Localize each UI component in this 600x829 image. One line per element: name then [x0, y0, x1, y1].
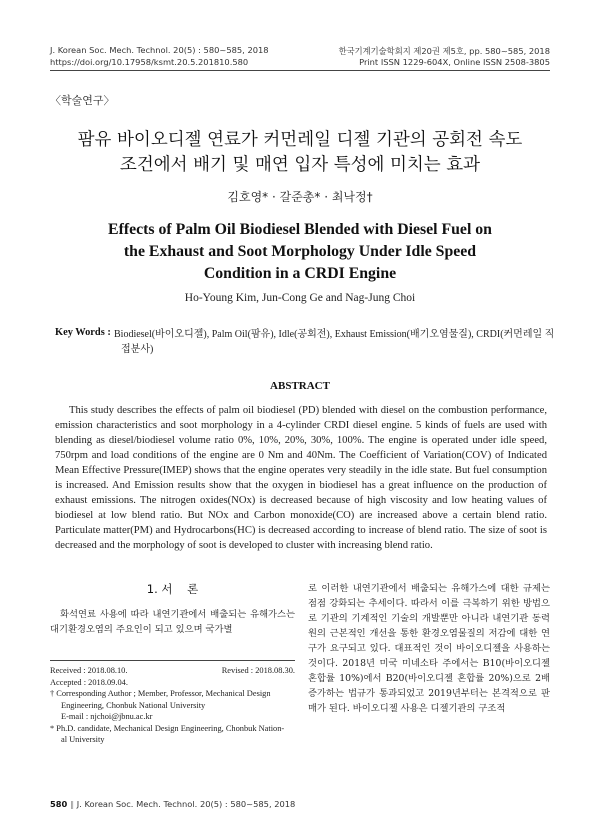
journal-citation-header: J. Korean Soc. Mech. Technol. 20(5) : 580~585, 2018: [50, 45, 269, 55]
title-english-line2: the Exhaust and Soot Morphology Under Idle Speed: [123, 243, 477, 260]
phd-candidate-line1: * Ph.D. candidate, Mechanical Design Engineering, Chonbuk Nation-: [50, 723, 285, 733]
page-number: 580: [50, 799, 68, 809]
title-english-line3: Condition in a CRDI Engine: [203, 265, 397, 282]
phd-candidate-line2: al University: [61, 735, 105, 744]
page-footer: [50, 799, 295, 809]
keywords-label: Key Words :: [55, 327, 111, 338]
title-korean-line2: 조건에서 배기 및 매연 입자 특성에 미치는 효과: [119, 155, 481, 175]
issn-header: Print ISSN 1229-604X, Online ISSN 2508-3805: [359, 57, 550, 67]
article-category: 〈학술연구〉: [50, 94, 115, 107]
section-heading-introduction: 1. 서 론: [146, 582, 199, 596]
authors-english: Ho-Young Kim, Jun-Cong Ge and Nag-Jung Choi: [184, 292, 416, 304]
footnotes: [50, 665, 295, 746]
received-date: Received : 2018.08.10.: [50, 666, 128, 675]
doi-link[interactable]: https://doi.org/10.17958/ksmt.20.5.201810.580: [50, 57, 249, 67]
header-divider: [50, 70, 550, 71]
intro-right-paragraph: 로 이러한 내연기관에서 배출되는 유해가스에 대한 규제는 점점 강화되는 추세이다. 따라서 이를 극복하기 위한 방법으로 기관의 기계적인 기술의 개발뿐만 아니라 내연기관 동력원의 근본적인 개선을 통한 환경오염물질의 저감에 대한 연구가 요구되고 있다. 대표적인 것이 바이오디젤을 사용하는 것이다. 2018년 미국 미네소타 주에서는 B10(바이오디젤 혼합률 10%)에서 B20(바이오디젤 혼합률 20%)으로 2배 증가하는 법규가 통과되었고 2019년부터는 본격적으로 판매가 된다. 바이오디젤 사용은 디젤기관의 구조적: [308, 583, 550, 714]
keywords-line1: Biodiesel(바이오디젤), Palm Oil(팜유), Idle(공회전), Exhaust Emission(배기오염물질), CRDI(커먼레일 직: [114, 329, 555, 340]
title-korean-line1: 팜유 바이오디젤 연료가 커먼레일 디젤 기관의 공회전 속도: [77, 130, 523, 150]
footnote-divider: [50, 660, 295, 661]
corresponding-email[interactable]: E-mail : njchoi@jbnu.ac.kr: [61, 712, 153, 721]
revised-date: Revised : 2018.08.30.: [221, 666, 295, 675]
intro-left-paragraph: 화석연료 사용에 따라 내연기관에서 배출되는 유해가스는 대기환경오염의 주요인이 되고 있으며 국가별: [50, 609, 295, 635]
corresponding-author-line2: Engineering, Chonbuk National University: [61, 700, 206, 710]
accepted-date: Accepted : 2018.09.04.: [50, 677, 128, 687]
journal-korean-header: 한국기계기술학회지 제20권 제5호, pp. 580~585, 2018: [338, 46, 550, 56]
keywords-list: [114, 327, 554, 357]
abstract-heading: ABSTRACT: [270, 380, 330, 392]
keywords-line2: 접분사): [121, 344, 154, 355]
footer-separator: ‖: [69, 799, 77, 809]
abstract-text: This study describes the effects of palm oil biodiesel (PD) blended with diesel on the combustion performance, emission characteristics and soot morphology in a 4-cylinder CRDI diesel engine. 5 kinds of fuels are used with blending as diesel/biodiesel volume ratio 0%, 10%, 20%, 30%, 100%. The engine is operated under idle speed, 750rpm and load conditions of the engine are 0 Nm and 40Nm. The Coefficient of Variation(COV) of Indicated Mean Effective Pressure(IMEP) shows that the engine operates very steadily in the idle state. But fuel consumption is increased. And Emission results show that the oxygen in biodiesel has a great influence on the production of exhaust emissions. The nitrogen oxides(NOx) is decreased because of high viscosity and low heating values of biodiesel at low blend ratio. But NOx and Carbon monoxide(CO) are increased above a certain blend ratio. Particulate matter(PM) and Hydrocarbons(HC) is decreased according to increase of blend ratio. The size of soot is decreased and the morphology of soot is developed to cluster with increasing blend ratio.: [55, 405, 547, 551]
footer-citation: J. Korean Soc. Mech. Technol. 20(5) : 580~585, 2018: [76, 799, 296, 809]
authors-korean: 김호영* · 갈준총* · 최낙정†: [227, 190, 373, 204]
title-english-line1: Effects of Palm Oil Biodiesel Blended with Diesel Fuel on: [108, 221, 492, 238]
corresponding-author-line1: † Corresponding Author ; Member, Professor, Mechanical Design: [50, 689, 271, 698]
abstract-body: [55, 403, 547, 553]
